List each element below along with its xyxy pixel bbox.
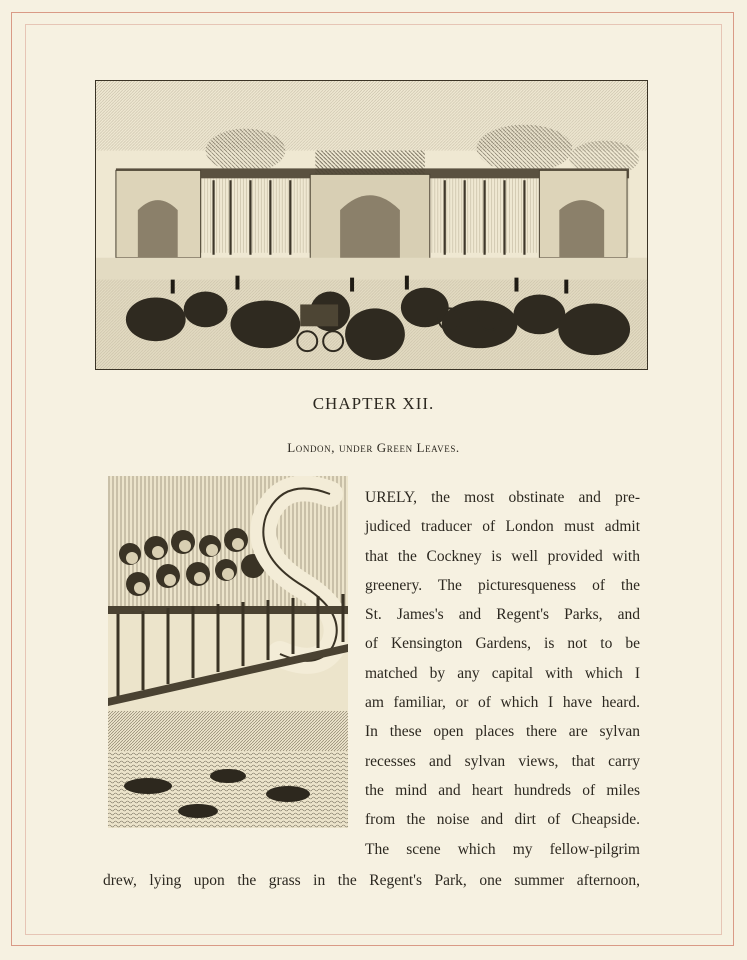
body-line: of Kensington Gardens, is not to be [365, 635, 640, 653]
body-line: St. James's and Regent's Parks, and [365, 606, 640, 624]
body-line: recesses and sylvan views, that carry [365, 752, 640, 770]
body-final-line: drew, lying upon the grass in the Regent's Park, one summer afternoon, [103, 872, 640, 889]
body-line: URELY, the most obstinate and pre- [365, 489, 640, 506]
body-line: greenery. The picturesqueness of the [365, 576, 640, 594]
body-line: the mind and heart hundreds of miles [365, 781, 640, 799]
body-line: The scene which my fellow-pilgrim [365, 840, 640, 858]
body-line: judiced traducer of London must admit [365, 518, 640, 536]
archway-engraving-icon [96, 81, 647, 369]
body-paragraph [365, 483, 640, 864]
body-line: am familiar, or of which I have heard. [365, 694, 640, 712]
body-line: matched by any capital with which I [365, 664, 640, 682]
initial-letter-illustration [108, 476, 348, 828]
body-line: In these open places there are sylvan [365, 723, 640, 741]
chapter-heading: CHAPTER XII. [312, 394, 435, 413]
balcony-crowd-engraving-icon [108, 476, 348, 828]
body-line: from the noise and dirt of Cheapside. [365, 811, 640, 829]
top-engraving-illustration [95, 80, 648, 370]
chapter-title: London, under Green Leaves. [287, 440, 460, 455]
body-line: that the Cockney is well provided with [365, 547, 640, 565]
